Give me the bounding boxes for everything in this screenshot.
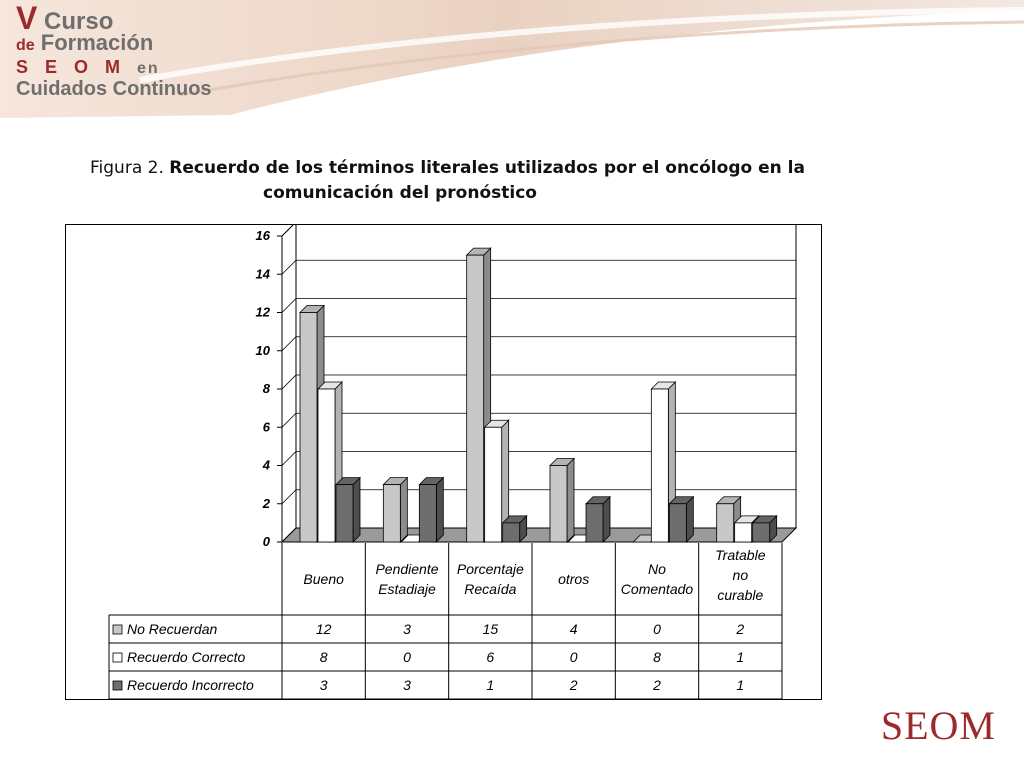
category-label: Porcentaje <box>456 561 524 577</box>
legend-swatch <box>113 653 122 662</box>
data-label: 2 <box>736 621 745 637</box>
figure-title-line2: comunicación del pronóstico <box>263 183 537 203</box>
figure-title-line1: Recuerdo de los términos literales utilizados por el oncólogo en la <box>169 158 805 178</box>
data-label: 12 <box>315 621 332 637</box>
logo-cuidados: Cuidados Continuos <box>16 78 212 100</box>
y-tick-label: 2 <box>262 495 270 511</box>
data-label: 0 <box>653 621 661 637</box>
bar-2-4 <box>669 497 693 542</box>
category-label: otros <box>558 571 590 587</box>
legend-label: No Recuerdan <box>127 621 218 637</box>
legend-swatch <box>113 625 122 634</box>
logo-formacion: Formación <box>40 30 154 55</box>
category-label: Pendiente <box>375 561 439 577</box>
category-label: no <box>732 567 749 583</box>
figure-title <box>90 156 810 206</box>
data-label: 1 <box>486 677 495 693</box>
y-tick-label: 0 <box>262 534 270 549</box>
data-label: 4 <box>569 621 578 637</box>
y-tick-label: 14 <box>255 266 270 282</box>
legend-label: Recuerdo Correcto <box>127 649 246 665</box>
y-tick-label: 8 <box>262 381 270 396</box>
data-label: 1 <box>736 649 745 665</box>
bar-2-2 <box>503 516 527 542</box>
bar-chart <box>66 225 821 699</box>
logo-en: en <box>137 60 160 77</box>
y-tick-label: 10 <box>255 342 270 358</box>
course-logo <box>16 2 212 99</box>
data-label: 0 <box>569 649 578 665</box>
data-label: 2 <box>569 677 578 693</box>
data-label: 0 <box>403 649 411 665</box>
data-label: 2 <box>653 677 661 693</box>
data-label: 8 <box>653 649 661 665</box>
y-tick-label: 16 <box>255 228 270 243</box>
data-label: 3 <box>319 677 328 693</box>
y-tick-label: 12 <box>255 304 270 320</box>
data-label: 3 <box>403 621 411 637</box>
chart-frame <box>65 224 822 700</box>
category-label: No <box>648 561 666 577</box>
data-label: 8 <box>319 649 328 665</box>
category-label: Bueno <box>303 571 344 587</box>
bar-0-3 <box>550 459 574 543</box>
bar-2-0 <box>336 478 360 542</box>
category-label: Estadiaje <box>378 581 436 597</box>
data-label: 6 <box>486 649 495 665</box>
logo-seom: S E O M <box>16 57 127 77</box>
legend-label: Recuerdo Incorrecto <box>127 677 254 693</box>
logo-de: de <box>16 37 35 54</box>
y-tick-label: 4 <box>262 457 270 473</box>
bar-2-3 <box>586 497 610 542</box>
data-label: 1 <box>736 677 745 693</box>
chart-back-wall <box>296 225 796 528</box>
logo-curso: Curso <box>44 8 114 35</box>
figure-label: Figura 2. <box>90 158 164 178</box>
category-label: Tratable <box>715 547 766 563</box>
category-label: Recaída <box>464 581 517 597</box>
bar-2-1 <box>419 478 443 542</box>
logo-v: V <box>16 0 38 36</box>
category-label: Comentado <box>620 581 694 597</box>
category-label: curable <box>717 587 764 603</box>
y-tick-label: 6 <box>262 419 270 435</box>
legend-swatch <box>113 681 122 690</box>
bar-0-1 <box>383 478 407 542</box>
data-label: 3 <box>403 677 411 693</box>
bar-2-5 <box>753 516 777 542</box>
seom-logo: SEOM <box>880 703 996 748</box>
data-label: 15 <box>482 621 499 637</box>
